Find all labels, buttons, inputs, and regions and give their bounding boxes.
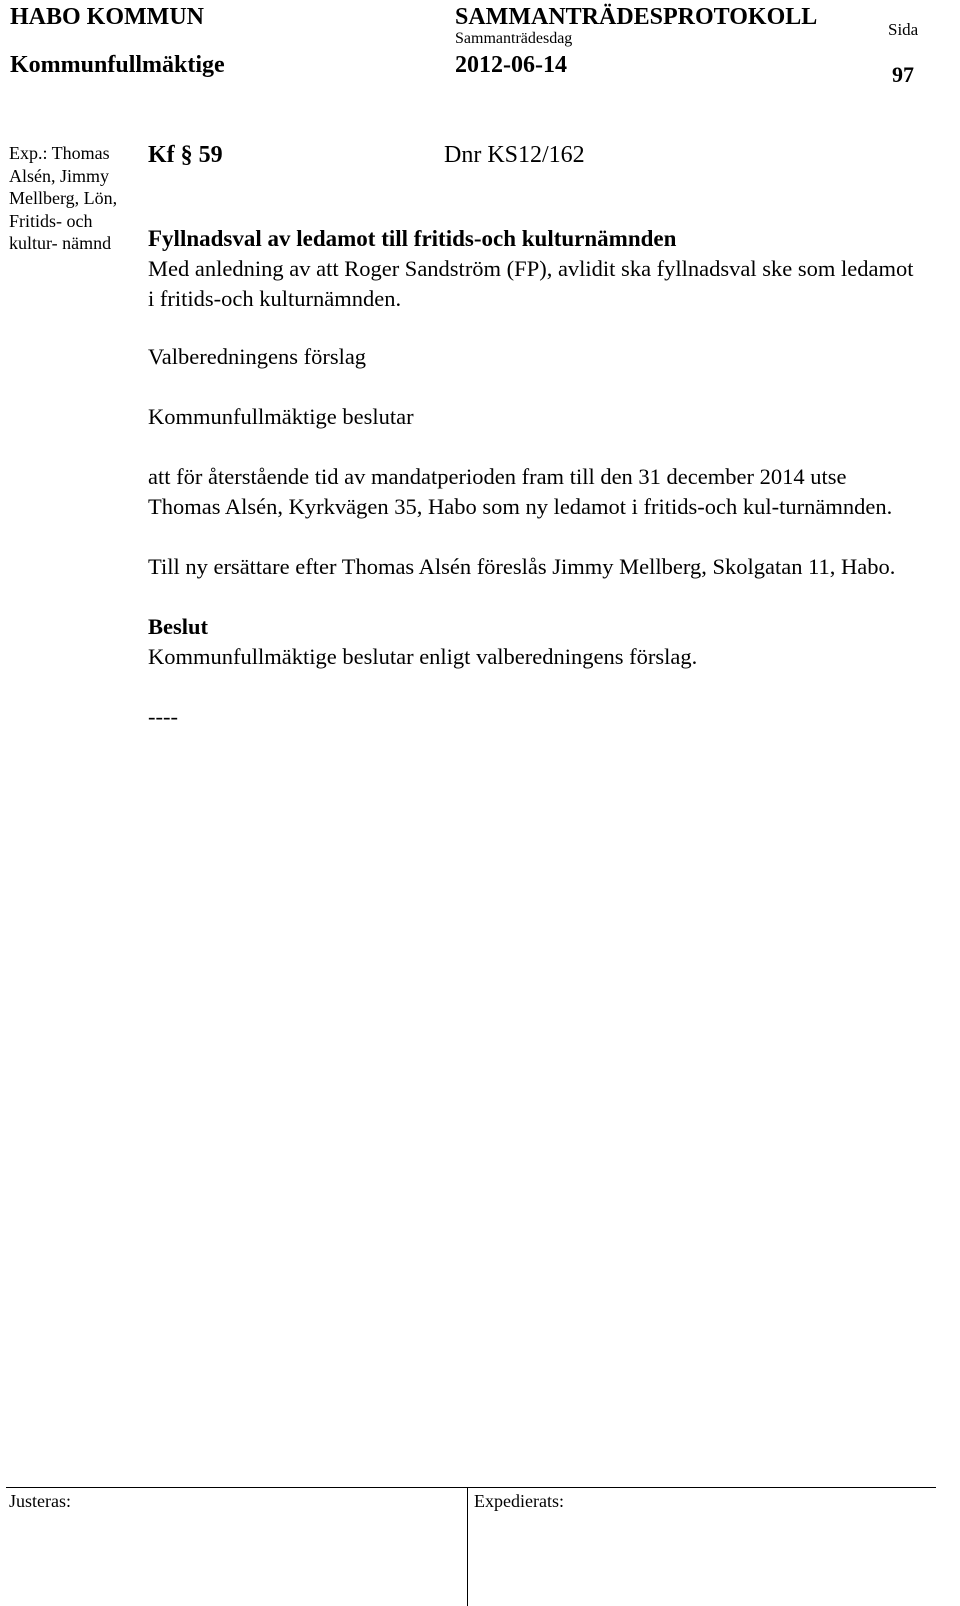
page-number: 97 — [892, 62, 914, 87]
decision-text: Kommunfullmäktige beslutar enligt valberedningens förslag. — [148, 644, 698, 669]
page-label: Sida — [888, 20, 919, 39]
item-title: Fyllnadsval av ledamot till fritids-och kulturnämnden — [148, 226, 677, 251]
item-content — [148, 224, 918, 732]
proposal-text: att för återstående tid av mandatperioden fram till den 31 december 2014 utse Thomas Alsén, Kyrkvägen 35, Habo som ny ledamot i fritids-och kul-turnämnden. — [148, 464, 893, 519]
end-marker: ---- — [148, 704, 178, 729]
decision-heading: Beslut — [148, 614, 209, 639]
date-label: Sammanträdesdag — [455, 30, 573, 47]
proposal-heading: Valberedningens förslag — [148, 344, 367, 369]
case-number: Dnr KS12/162 — [444, 142, 585, 168]
substitute-text: Till ny ersättare efter Thomas Alsén föreslås Jimmy Mellberg, Skolgatan 11, Habo. — [148, 554, 896, 579]
distribution-note: Exp.: Thomas Alsén, Jimmy Mellberg, Lön, Fritids- och kultur- nämnd — [9, 143, 118, 253]
footer-divider-vertical — [467, 1487, 468, 1606]
body-name: Kommunfullmäktige — [10, 52, 225, 78]
document-type: SAMMANTRÄDESPROTOKOLL — [455, 4, 818, 30]
justeras-label: Justeras: — [9, 1491, 71, 1511]
organization-name: HABO KOMMUN — [10, 4, 204, 30]
background-text: Med anledning av att Roger Sandström (FP), avlidit ska fyllnadsval ske som ledamot i fritids-och kulturnämnden. — [148, 256, 914, 311]
paragraph-number: Kf § 59 — [148, 142, 223, 168]
proposal-intro: Kommunfullmäktige beslutar — [148, 404, 414, 429]
meeting-date: 2012-06-14 — [455, 52, 567, 78]
expedierats-label: Expedierats: — [474, 1491, 564, 1511]
footer-divider-horizontal — [6, 1487, 936, 1488]
